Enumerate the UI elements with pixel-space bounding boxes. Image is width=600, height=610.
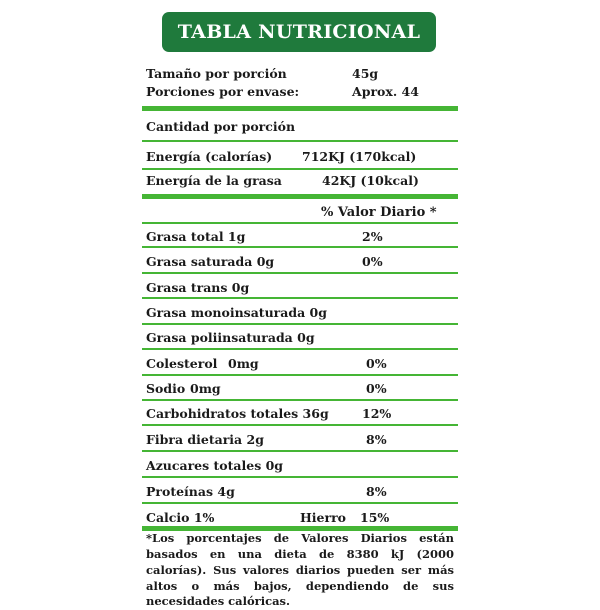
iron-value: 15%: [360, 510, 390, 525]
divider-rule: [142, 502, 458, 504]
divider-rule: [142, 194, 458, 199]
nutrient-daily-value: 0%: [366, 356, 387, 371]
serving-size-value: 45g: [352, 66, 379, 81]
footnote: *Los porcentajes de Valores Diarios están basados en una dieta de 8380 kJ (2000 calorías). Sus valores diarios pueden ser más altos o más bajos, dependiendo de sus necesidades calóricas.: [146, 531, 454, 609]
servings-per-container-label: Porciones por envase:: [146, 84, 300, 99]
nutrient-daily-value: 0%: [366, 381, 387, 396]
amount-per-serving: Cantidad por porción: [146, 119, 296, 134]
nutrient-daily-value: 8%: [366, 484, 387, 499]
nutrient-daily-value: 8%: [366, 432, 387, 447]
divider-rule: [142, 323, 458, 325]
divider-rule: [142, 140, 458, 142]
nutrient-label: Grasa total 1g: [146, 229, 246, 244]
nutrient-label: Colesterol: [146, 356, 218, 371]
fat-energy-label: Energía de la grasa: [146, 173, 282, 188]
divider-rule: [142, 106, 458, 111]
nutrient-label: Grasa monoinsaturada 0g: [146, 305, 327, 320]
fat-energy-value: 42KJ (10kcal): [322, 173, 419, 188]
divider-rule: [142, 348, 458, 350]
nutrient-label: Fibra dietaria 2g: [146, 432, 264, 447]
divider-rule: [142, 246, 458, 248]
nutrient-label: Grasa saturada 0g: [146, 254, 275, 269]
divider-rule: [142, 374, 458, 376]
serving-size-label: Tamaño por porción: [146, 66, 287, 81]
divider-rule: [142, 399, 458, 401]
divider-rule: [142, 272, 458, 274]
nutrient-amount: 0mg: [228, 356, 259, 371]
divider-rule: [142, 168, 458, 170]
nutrient-label: Proteínas 4g: [146, 484, 235, 499]
nutrient-daily-value: 12%: [362, 406, 392, 421]
nutrient-label: Sodio: [146, 381, 186, 396]
nutrient-label: Carbohidratos totales 36g: [146, 406, 329, 421]
energy-label: Energía (calorías): [146, 149, 273, 164]
iron-label: Hierro: [300, 510, 347, 525]
nutrient-daily-value: 2%: [362, 229, 383, 244]
nutrition-table-title: TABLA NUTRICIONAL: [162, 12, 436, 52]
divider-rule: [142, 450, 458, 452]
nutrient-amount: 0mg: [190, 381, 221, 396]
divider-rule: [142, 297, 458, 299]
daily-value-header: % Valor Diario *: [321, 205, 437, 220]
divider-rule: [142, 222, 458, 224]
nutrient-daily-value: 0%: [362, 254, 383, 269]
calcium-label: Calcio 1%: [146, 510, 215, 525]
nutrient-label: Grasa trans 0g: [146, 280, 250, 295]
servings-per-container-value: Aprox. 44: [352, 84, 419, 99]
nutrient-label: Grasa poliinsaturada 0g: [146, 330, 315, 345]
divider-rule: [142, 476, 458, 478]
divider-rule: [142, 424, 458, 426]
energy-value: 712KJ (170kcal): [302, 149, 417, 164]
nutrient-label: Azucares totales 0g: [146, 458, 284, 473]
